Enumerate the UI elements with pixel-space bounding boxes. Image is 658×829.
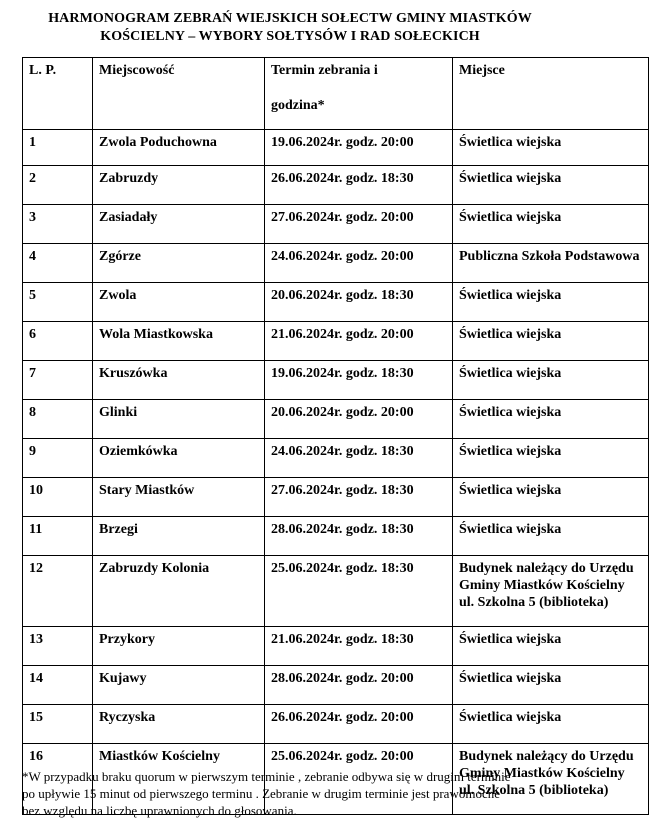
- cell-place: Przykory: [93, 627, 265, 666]
- cell-venue: Świetlica wiejska: [453, 627, 649, 666]
- cell-venue: Publiczna Szkoła Podstawowa: [453, 244, 649, 283]
- cell-venue: Świetlica wiejska: [453, 322, 649, 361]
- cell-lp: 6: [23, 322, 93, 361]
- cell-venue: Świetlica wiejska: [453, 130, 649, 166]
- cell-term: 26.06.2024r. godz. 20:00: [265, 705, 453, 744]
- table-row: [23, 517, 649, 556]
- cell-venue: Świetlica wiejska: [453, 400, 649, 439]
- cell-place: Zabruzdy Kolonia: [93, 556, 265, 627]
- cell-term: 27.06.2024r. godz. 18:30: [265, 478, 453, 517]
- footnote-line-1: *W przypadku braku quorum w pierwszym terminie , zebranie odbywa się w drugim terminie: [22, 769, 511, 784]
- cell-term: 28.06.2024r. godz. 20:00: [265, 666, 453, 705]
- cell-place: Miastków Kościelny: [93, 744, 265, 815]
- cell-venue: Świetlica wiejska: [453, 439, 649, 478]
- cell-lp: 9: [23, 439, 93, 478]
- schedule-table: [22, 57, 649, 815]
- table-row: [23, 244, 649, 283]
- header-lp: L. P.: [23, 58, 93, 130]
- cell-term: 19.06.2024r. godz. 20:00: [265, 130, 453, 166]
- cell-venue: Budynek należący do Urzędu Gminy Miastków Kościelny ul. Szkolna 5 (biblioteka): [453, 556, 649, 627]
- cell-place: Zwola Poduchowna: [93, 130, 265, 166]
- cell-lp: 4: [23, 244, 93, 283]
- cell-term: 21.06.2024r. godz. 20:00: [265, 322, 453, 361]
- cell-place: Kruszówka: [93, 361, 265, 400]
- table-row: [23, 627, 649, 666]
- table-header-row: [23, 58, 649, 130]
- title-line-2: KOŚCIELNY – WYBORY SOŁTYSÓW I RAD SOŁECKICH: [100, 29, 480, 44]
- header-term-line-1: Termin zebrania i: [271, 63, 378, 78]
- table-row: [23, 361, 649, 400]
- cell-place: Zwola: [93, 283, 265, 322]
- cell-term: 25.06.2024r. godz. 18:30: [265, 556, 453, 627]
- cell-term: 20.06.2024r. godz. 18:30: [265, 283, 453, 322]
- cell-place: Brzegi: [93, 517, 265, 556]
- table-row: [23, 322, 649, 361]
- cell-venue: Świetlica wiejska: [453, 283, 649, 322]
- cell-lp: 13: [23, 627, 93, 666]
- table-row: [23, 166, 649, 205]
- cell-term: 28.06.2024r. godz. 18:30: [265, 517, 453, 556]
- cell-lp: 12: [23, 556, 93, 627]
- table-row: [23, 705, 649, 744]
- cell-venue: Świetlica wiejska: [453, 666, 649, 705]
- cell-place: Oziemkówka: [93, 439, 265, 478]
- cell-lp: 3: [23, 205, 93, 244]
- cell-place: Wola Miastkowska: [93, 322, 265, 361]
- cell-term: 19.06.2024r. godz. 18:30: [265, 361, 453, 400]
- cell-venue: Świetlica wiejska: [453, 361, 649, 400]
- cell-place: Kujawy: [93, 666, 265, 705]
- footnote-line-2: po upływie 15 minut od pierwszego terminu . Zebranie w drugim terminie jest prawomocne: [22, 786, 500, 801]
- table-row: [23, 666, 649, 705]
- table-row: [23, 283, 649, 322]
- cell-term: 21.06.2024r. godz. 18:30: [265, 627, 453, 666]
- cell-term: 25.06.2024r. godz. 20:00: [265, 744, 453, 815]
- footnote: [22, 768, 642, 819]
- cell-venue: Świetlica wiejska: [453, 478, 649, 517]
- cell-lp: 15: [23, 705, 93, 744]
- table-row: [23, 556, 649, 627]
- cell-lp: 7: [23, 361, 93, 400]
- cell-term: 27.06.2024r. godz. 20:00: [265, 205, 453, 244]
- table-row: [23, 439, 649, 478]
- title-line-1: HARMONOGRAM ZEBRAŃ WIEJSKICH SOŁECTW GMINY MIASTKÓW: [48, 11, 532, 26]
- cell-place: Zasiadały: [93, 205, 265, 244]
- cell-venue: Świetlica wiejska: [453, 166, 649, 205]
- header-venue: Miejsce: [453, 58, 649, 130]
- table-row: [23, 205, 649, 244]
- cell-place: Ryczyska: [93, 705, 265, 744]
- cell-place: Zgórze: [93, 244, 265, 283]
- cell-lp: 11: [23, 517, 93, 556]
- cell-venue: Świetlica wiejska: [453, 205, 649, 244]
- cell-venue: Świetlica wiejska: [453, 705, 649, 744]
- document-title: [0, 10, 580, 46]
- cell-place: Stary Miastków: [93, 478, 265, 517]
- cell-term: 24.06.2024r. godz. 18:30: [265, 439, 453, 478]
- table-row: [23, 478, 649, 517]
- cell-lp: 14: [23, 666, 93, 705]
- cell-place: Glinki: [93, 400, 265, 439]
- cell-lp: 2: [23, 166, 93, 205]
- footnote-line-3: bez względu na liczbę uprawnionych do głosowania.: [22, 803, 297, 818]
- cell-lp: 10: [23, 478, 93, 517]
- header-term: [265, 58, 453, 130]
- cell-venue: Budynek należący do Urzędu Gminy Miastków Kościelny ul. Szkolna 5 (biblioteka): [453, 744, 649, 815]
- table-row: [23, 400, 649, 439]
- cell-venue: Świetlica wiejska: [453, 517, 649, 556]
- cell-term: 24.06.2024r. godz. 20:00: [265, 244, 453, 283]
- cell-lp: 5: [23, 283, 93, 322]
- cell-lp: 16: [23, 744, 93, 815]
- cell-term: 20.06.2024r. godz. 20:00: [265, 400, 453, 439]
- header-place: Miejscowość: [93, 58, 265, 130]
- cell-lp: 1: [23, 130, 93, 166]
- cell-term: 26.06.2024r. godz. 18:30: [265, 166, 453, 205]
- header-term-line-2: godzina*: [271, 98, 325, 113]
- table-row: [23, 130, 649, 166]
- cell-lp: 8: [23, 400, 93, 439]
- cell-place: Zabruzdy: [93, 166, 265, 205]
